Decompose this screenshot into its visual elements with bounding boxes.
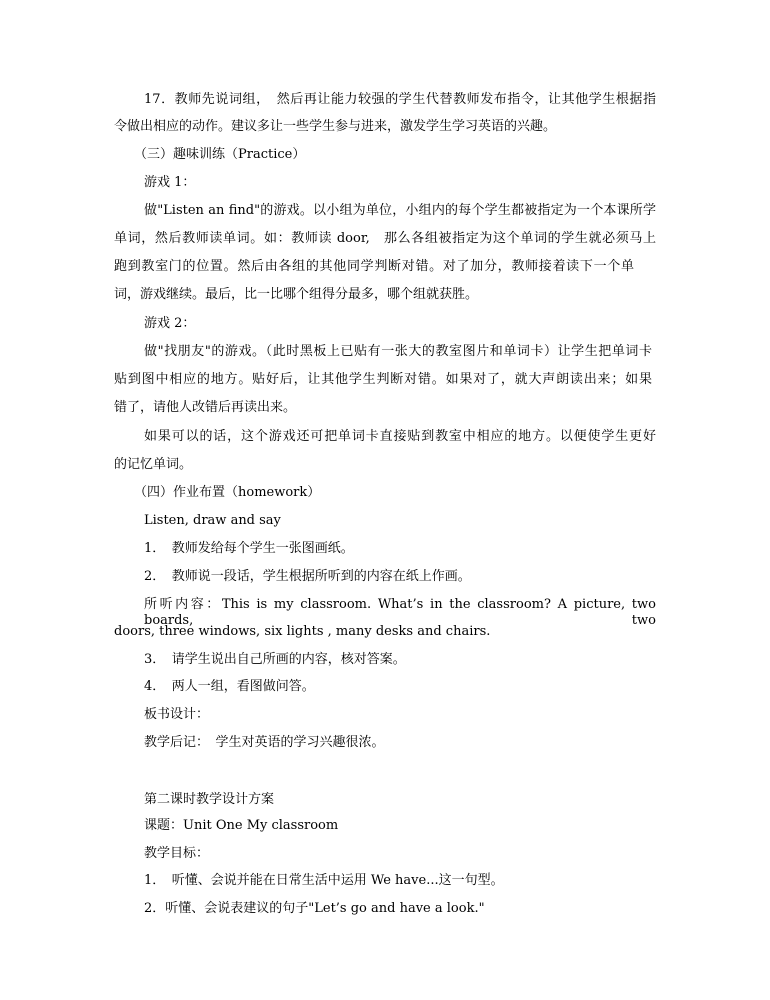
paragraph-line: 的记忆单词。: [114, 457, 193, 472]
paragraph-line: 如果可以的话，这个游戏还可把单词卡直接贴到教室中相应的地方。以便使学生更好: [144, 429, 656, 444]
lesson-title: 第二课时教学设计方案: [144, 792, 275, 807]
paragraph-line: 教学后记： 学生对英语的学习兴趣很浓。: [144, 735, 385, 750]
list-item: 2． 教师说一段话，学生根据所听到的内容在纸上作画。: [144, 569, 471, 584]
section-heading: （四）作业布置（homework）: [134, 485, 321, 500]
section-heading: （三）趣味训练（Practice）: [134, 147, 306, 162]
paragraph-line: 17．教师先说词组， 然后再让能力较强的学生代替教师发布指令，让其他学生根据指: [144, 92, 656, 107]
paragraph-line: 板书设计：: [144, 707, 210, 722]
paragraph-line: 词，游戏继续。最后，比一比哪个组得分最多，哪个组就获胜。: [114, 287, 479, 302]
paragraph-line: 做"Listen an find"的游戏。以小组为单位，小组内的每个学生都被指定为一个本课所学: [144, 203, 656, 218]
list-item: 1． 教师发给每个学生一张图画纸。: [144, 541, 354, 556]
paragraph-line: 课题：Unit One My classroom: [144, 818, 339, 833]
paragraph-line: doors, three windows, six lights , many desks and chairs.: [114, 624, 491, 639]
game-heading: 游戏 1：: [144, 175, 196, 190]
list-item: 3． 请学生说出自己所画的内容，核对答案。: [144, 652, 406, 667]
paragraph-line: Listen, draw and say: [144, 513, 281, 528]
list-item: 2．听懂、会说表建议的句子"Let’s go and have a look.": [144, 901, 485, 916]
paragraph-line: 做"找朋友"的游戏。（此时黑板上已贴有一张大的教室图片和单词卡）让学生把单词卡: [144, 344, 652, 359]
paragraph-line: 错了，请他人改错后再读出来。: [114, 400, 297, 415]
paragraph-line: 所听内容：This is my classroom. What’s in the classroom? A picture, two boards, two: [144, 597, 656, 628]
list-item: 1． 听懂、会说并能在日常生活中运用 We have...这一句型。: [144, 873, 504, 888]
paragraph-line: 贴到图中相应的地方。贴好后，让其他学生判断对错。如果对了，就大声朗读出来；如果: [114, 372, 652, 387]
game-heading: 游戏 2：: [144, 316, 196, 331]
paragraph-line: 令做出相应的动作。建议多让一些学生参与进来，激发学生学习英语的兴趣。: [114, 119, 557, 134]
list-item: 4． 两人一组，看图做问答。: [144, 679, 315, 694]
paragraph-line: 单词，然后教师读单词。如：教师读 door, 那么各组被指定为这个单词的学生就必须马上: [114, 231, 656, 246]
paragraph-line: 跑到教室门的位置。然后由各组的其他同学判断对错。对了加分，教师接着读下一个单: [114, 259, 634, 274]
paragraph-line: 教学目标：: [144, 846, 210, 861]
